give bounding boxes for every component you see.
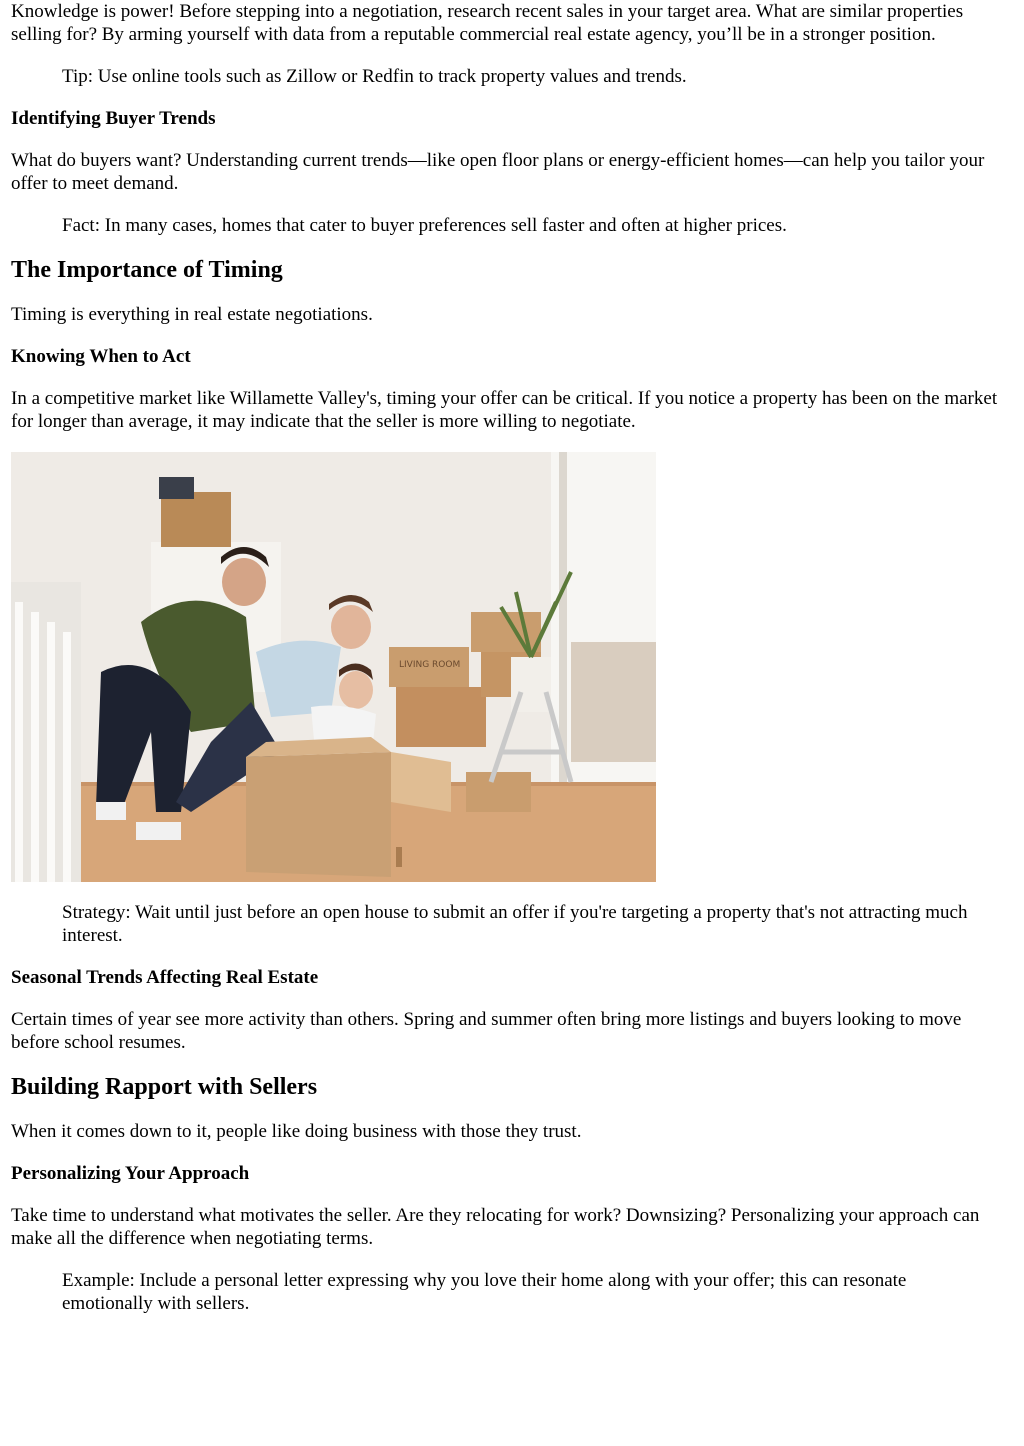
paragraph-rapport: When it comes down to it, people like doing business with those they trust.: [11, 1121, 582, 1142]
blockquote-example: Example: Include a personal letter expressing why you love their home along with your offer; this can resonate emotionally with sellers.: [62, 1270, 907, 1314]
heading-building-rapport: Building Rapport with Sellers: [11, 1074, 318, 1100]
paragraph-personalizing: Take time to understand what motivates the seller. Are they relocating for work? Downsizing? Personalizing your approach can make all the difference when negotiating terms.: [11, 1205, 980, 1249]
heading-seasonal-trends: Seasonal Trends Affecting Real Estate: [11, 967, 319, 988]
heading-buyer-trends: Identifying Buyer Trends: [11, 108, 216, 129]
paragraph-timing: Timing is everything in real estate negotiations.: [11, 304, 373, 325]
paragraph-buyer-trends: What do buyers want? Understanding current trends—like open floor plans or energy-efficient homes—can help you tailor your offer to meet demand.: [11, 150, 985, 194]
heading-personalizing-approach: Personalizing Your Approach: [11, 1163, 250, 1184]
heading-knowing-when-to-act: Knowing When to Act: [11, 346, 191, 367]
blockquote-strategy: Strategy: Wait until just before an open house to submit an offer if you're targeting a property that's not attracting much interest.: [62, 902, 968, 946]
article-body: [11, 0, 1001, 1334]
paragraph-intro: Knowledge is power! Before stepping into a negotiation, research recent sales in your target area. What are similar properties selling for? By arming yourself with data from a reputable commercial real estate agency, you’ll be in a stronger position.: [11, 1, 964, 45]
paragraph-seasonal-trends: Certain times of year see more activity than others. Spring and summer often bring more listings and buyers looking to move before school resumes.: [11, 1009, 962, 1053]
box-label-text: LIVING ROOM: [399, 660, 461, 670]
blockquote-tip: Tip: Use online tools such as Zillow or Redfin to track property values and trends.: [62, 66, 687, 87]
paragraph-when-to-act: In a competitive market like Willamette Valley's, timing your offer can be critical. If you notice a property has been on the market for longer than average, it may indicate that the seller is more willing to negotiate.: [11, 388, 998, 432]
heading-importance-of-timing: The Importance of Timing: [11, 257, 283, 283]
blockquote-fact: Fact: In many cases, homes that cater to buyer preferences sell faster and often at higher prices.: [62, 215, 787, 236]
family-moving-photo: [11, 452, 656, 882]
